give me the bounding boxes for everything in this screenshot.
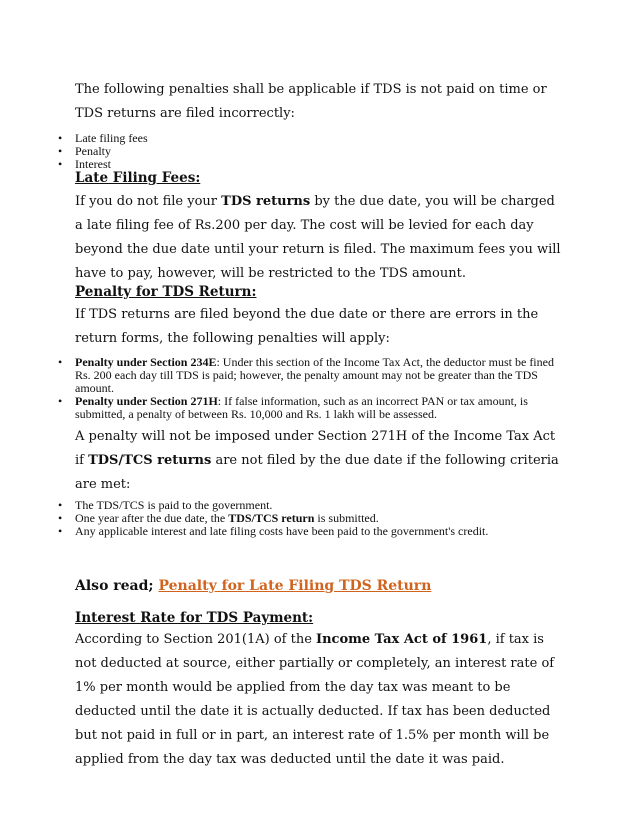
section-271h-bold: Penalty under Section 271H [75,394,218,408]
list-item: • Any applicable interest and late filing costs have been paid to the government's credit. [58,524,489,538]
late-filing-text-end: by the due date, you will be charged a late filing fee of Rs.200 per day. The cost will be levied for each day beyond the due date until your return is filed. The maximum fees you will have to pay, however, will be restricted to the TDS amount. [75,194,561,281]
tds-tcs-returns-bold: TDS/TCS returns [88,453,212,468]
late-filing-heading: Late Filing Fees: [75,170,201,186]
criteria-text: Any applicable interest and late filing costs have been paid to the government's credit. [75,524,489,538]
list-item: • Penalty [58,144,111,158]
list-item-text: Late filing fees [75,131,148,145]
penalty-sections-list [0,356,565,421]
list-item: • Penalty under Section 271H: If false information, such as an incorrect PAN or tax amount, is submitted, a penalty of between Rs. 10,000 and Rs. 1 lakh will be assessed. [58,394,528,421]
section-271h-text: : If false information, such as an incorrect PAN or tax amount, is submitted, a penalty of between Rs. 10,000 and Rs. 1 lakh will be assessed. [75,394,528,421]
penalty-tds-heading: Penalty for TDS Return: [75,284,257,300]
no-penalty-text-end: are not filed by the due date if the following criteria are met: [75,453,559,492]
list-item-text: Interest [75,157,111,171]
list-item-text: Penalty [75,144,111,158]
criteria-text-end: is submitted. [314,511,379,525]
no-penalty-text-start: A penalty will not be imposed under Section 271H of the Income Tax Act if [75,429,556,468]
list-item: • Penalty under Section 234E: Under this section of the Income Tax Act, the deductor must be fined Rs. 200 each day till TDS is paid; however, the penalty amount may not be greater than the TDS amount. [58,355,554,395]
no-penalty-paragraph [75,425,565,497]
criteria-text: One year after the due date, the [75,511,229,525]
late-filing-tds-link[interactable]: Penalty for Late Filing TDS Return [158,578,432,594]
section-234e-text: : Under this section of the Income Tax Act, the deductor must be fined Rs. 200 each day till TDS is paid; however, the penalty amount may not be greater than the TDS amount. [75,355,554,395]
intro-text: The following penalties shall be applicable if TDS is not paid on time or TDS returns are filed incorrectly: [75,82,547,121]
section-234e-bold: Penalty under Section 234E [75,355,217,369]
interest-text-end: , if tax is not deducted at source, either partially or completely, an interest rate of 1% per month would be applied from the day tax was meant to be deducted until the date it is actually deducted. If tax has been deducted but not paid in full or in part, an interest rate of 1.5% per month will be applied from the day tax was deducted until the date it was paid. [75,632,555,767]
late-filing-text-start: If you do not file your [75,194,222,209]
income-tax-act-bold: Income Tax Act of 1961 [316,632,488,647]
intro-paragraph [75,78,565,126]
penalty-tds-paragraph [75,303,565,351]
list-item: • The TDS/TCS is paid to the government. [58,498,273,512]
criteria-list [0,499,565,538]
late-filing-paragraph [75,190,565,286]
list-item: • Interest [58,157,111,171]
also-read-line [75,574,565,598]
interest-paragraph [75,628,565,772]
list-item: • One year after the due date, the TDS/TCS return is submitted. [58,511,379,525]
interest-text-start: According to Section 201(1A) of the [75,632,317,647]
tds-returns-bold: TDS returns [221,194,311,209]
penalty-tds-text: If TDS returns are filed beyond the due date or there are errors in the return forms, the following penalties will apply: [75,307,539,346]
penalty-list [0,132,565,171]
criteria-text: The TDS/TCS is paid to the government. [75,498,273,512]
interest-heading: Interest Rate for TDS Payment: [75,610,314,626]
list-item: • Late filing fees [58,131,148,145]
tds-tcs-return-bold: TDS/TCS return [228,511,315,525]
also-read-label: Also read; [75,578,159,594]
